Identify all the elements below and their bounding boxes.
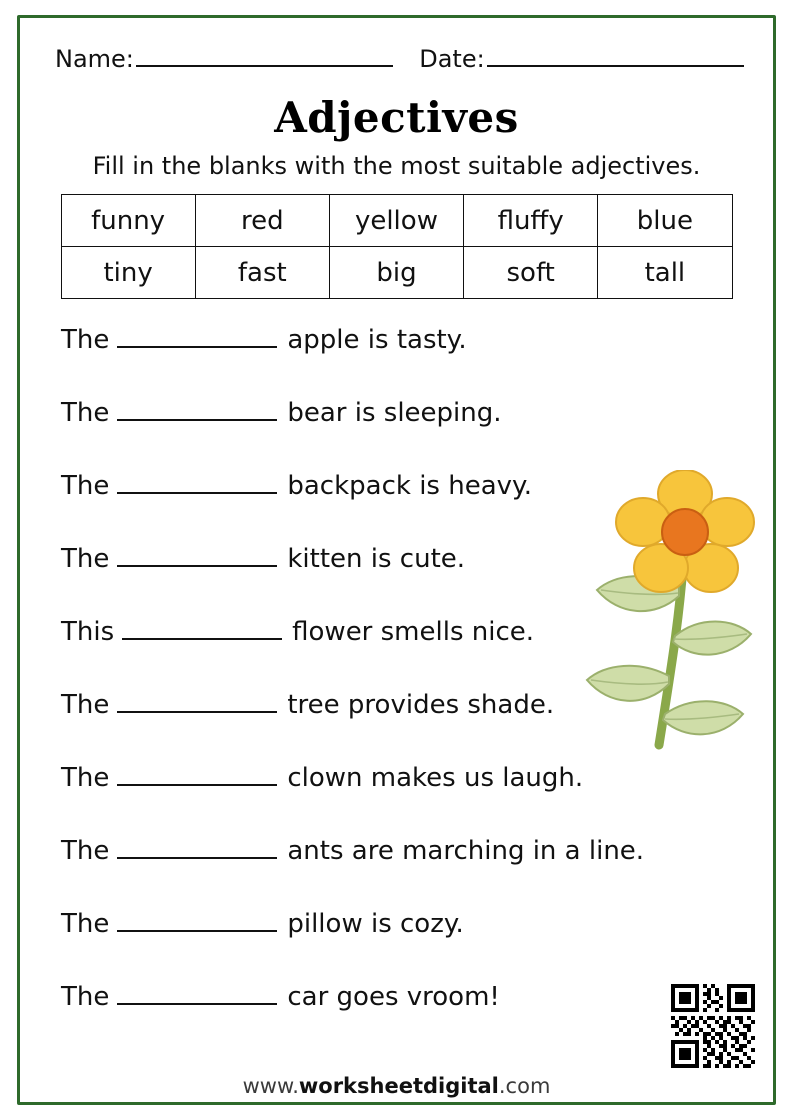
question-lead: The (61, 982, 110, 1012)
question-tail: car goes vroom! (287, 982, 500, 1012)
word-bank-cell: funny (61, 195, 195, 247)
question-lead: The (61, 398, 110, 428)
answer-blank[interactable] (117, 764, 277, 786)
answer-blank[interactable] (117, 326, 277, 348)
question-tail: backpack is heavy. (287, 471, 532, 501)
question-lead: The (61, 690, 110, 720)
question-row (61, 982, 750, 1055)
footer-suffix: .com (498, 1074, 551, 1098)
question-list (43, 325, 750, 1055)
qr-code-icon (671, 984, 755, 1068)
question-tail: apple is tasty. (287, 325, 467, 355)
answer-blank[interactable] (117, 472, 277, 494)
question-row (61, 544, 750, 617)
answer-blank[interactable] (122, 618, 282, 640)
word-bank-table (61, 194, 733, 299)
name-input-line[interactable] (136, 47, 393, 67)
word-bank-cell: yellow (329, 195, 463, 247)
word-bank-cell: fast (195, 247, 329, 299)
question-tail: kitten is cute. (287, 544, 466, 574)
word-bank-cell: red (195, 195, 329, 247)
instructions-text: Fill in the blanks with the most suitable adjectives. (92, 152, 701, 180)
word-bank-cell: tiny (61, 247, 195, 299)
word-bank-cell: soft (464, 247, 598, 299)
page-title: Adjectives (274, 93, 519, 142)
answer-blank[interactable] (117, 983, 277, 1005)
question-lead: This (61, 617, 115, 647)
question-tail: clown makes us laugh. (287, 763, 584, 793)
date-input-line[interactable] (487, 47, 744, 67)
name-label: Name: (55, 45, 134, 73)
worksheet-content (17, 15, 776, 1105)
question-lead: The (61, 471, 110, 501)
question-lead: The (61, 763, 110, 793)
answer-blank[interactable] (117, 399, 277, 421)
question-row (61, 398, 750, 471)
question-row (61, 909, 750, 982)
question-row (61, 836, 750, 909)
date-label: Date: (419, 45, 485, 73)
question-lead: The (61, 909, 110, 939)
question-lead: The (61, 836, 110, 866)
question-row (61, 325, 750, 398)
question-row (61, 763, 750, 836)
footer-brand: worksheetdigital (298, 1074, 499, 1098)
word-bank-cell: big (329, 247, 463, 299)
question-lead: The (61, 544, 110, 574)
question-row (61, 690, 750, 763)
answer-blank[interactable] (117, 837, 277, 859)
question-tail: tree provides shade. (287, 690, 555, 720)
question-row (61, 471, 750, 544)
question-row (61, 617, 750, 690)
word-bank-row (61, 247, 732, 299)
answer-blank[interactable] (117, 910, 277, 932)
question-lead: The (61, 325, 110, 355)
name-date-row (43, 45, 750, 73)
question-tail: ants are marching in a line. (287, 836, 645, 866)
footer-url (0, 1074, 793, 1098)
question-tail: flower smells nice. (292, 617, 535, 647)
question-tail: pillow is cozy. (287, 909, 464, 939)
footer-prefix: www. (242, 1074, 299, 1098)
question-tail: bear is sleeping. (287, 398, 502, 428)
word-bank-cell: blue (598, 195, 732, 247)
word-bank-cell: tall (598, 247, 732, 299)
word-bank-row (61, 195, 732, 247)
word-bank-cell: fluffy (464, 195, 598, 247)
answer-blank[interactable] (117, 545, 277, 567)
answer-blank[interactable] (117, 691, 277, 713)
